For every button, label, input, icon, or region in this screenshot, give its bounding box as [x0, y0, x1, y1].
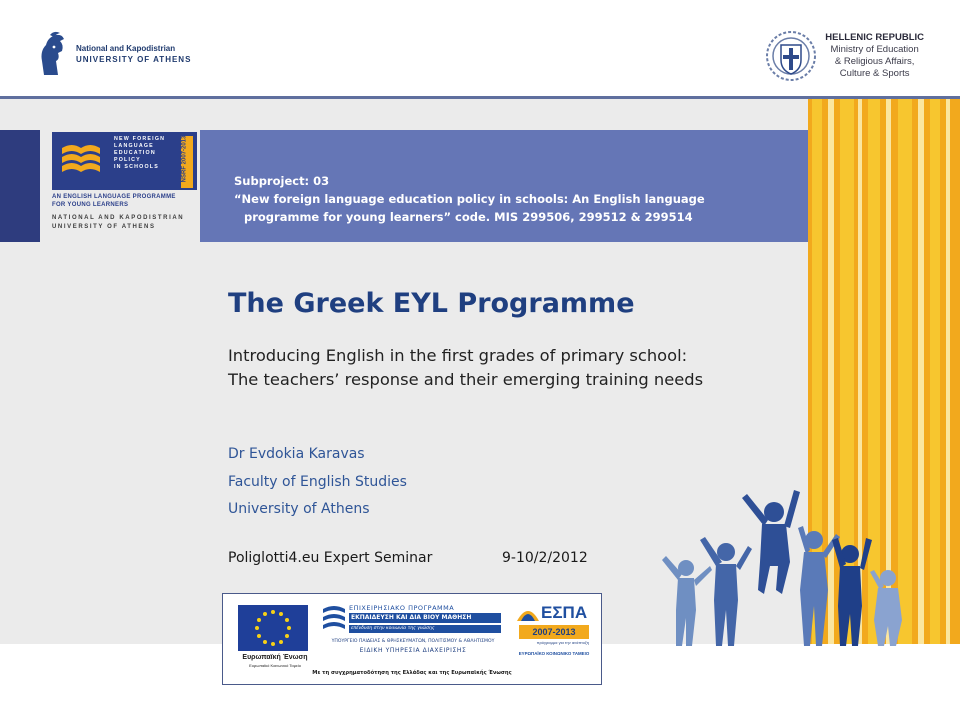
- ministry-line3: & Religious Affairs,: [834, 56, 915, 67]
- subproject-title-line1: “New foreign language education policy in schools: An English language: [234, 192, 705, 206]
- espa-logo: [513, 603, 595, 665]
- programme-subtitle-line2: FOR YOUNG LEARNERS: [52, 202, 129, 208]
- ministry-line4: Culture & Sports: [839, 68, 910, 79]
- seminar-name: Poliglotti4.eu Expert Seminar: [228, 550, 433, 566]
- espa-years: 2007-2013: [519, 625, 589, 639]
- programme-university-line2: UNIVERSITY OF ATHENS: [52, 224, 156, 230]
- university-name-line2: UNIVERSITY OF ATHENS: [76, 55, 192, 64]
- subproject-title-line2: programme for young learners” code. MIS 299506, 299512 & 299514: [244, 210, 693, 224]
- subtitle-line1: Introducing English in the first grades of primary school:: [228, 346, 688, 365]
- programme-logo-line: EDUCATION: [114, 150, 156, 156]
- subtitle-line2: The teachers’ response and their emerging training needs: [228, 370, 704, 389]
- eu-label: Ευρωπαϊκή Ένωση: [242, 654, 308, 661]
- programme-logo-line: LANGUAGE: [114, 143, 154, 149]
- author-faculty: Faculty of English Studies: [228, 473, 407, 490]
- cofinancing-note: Με τη συγχρηματοδότηση της Ελλάδας και της Ευρωπαϊκής Ένωσης: [312, 670, 512, 676]
- ministry-line2: Ministry of Education: [830, 44, 919, 55]
- programme-logo-badge: [52, 132, 197, 190]
- programme-logo: [40, 130, 200, 242]
- author-block: [228, 441, 407, 524]
- funding-logos-box: [222, 593, 602, 685]
- eu-sublabel: Ευρωπαϊκό Κοινωνικό Ταμείο: [249, 663, 301, 668]
- author-name: Dr Evdokia Karavas: [228, 446, 365, 462]
- subproject-description: [234, 172, 705, 226]
- presentation-title: The Greek EYL Programme: [228, 288, 635, 319]
- op-ministry: ΥΠΟΥΡΓΕΙΟ ΠΑΙΔΕΙΑΣ & ΘΡΗΣΚΕΥΜΑΤΩΝ, ΠΟΛΙΤΙΣΜΟΥ & ΑΘΛΗΤΙΣΜΟΥ: [331, 639, 495, 644]
- author-university: University of Athens: [228, 501, 370, 517]
- slide-header: [0, 0, 960, 96]
- espa-tagline: πρόγραμμα για την ανάπτυξη: [536, 640, 589, 645]
- athena-helmet-icon: [36, 31, 68, 77]
- programme-logo-line: IN SCHOOLS: [114, 164, 159, 170]
- university-logo: [36, 30, 191, 78]
- greek-coat-of-arms-icon: [765, 30, 817, 82]
- programme-university-line1: NATIONAL AND KAPODISTRIAN: [52, 215, 185, 221]
- espa-fund: ΕΥΡΩΠΑΪΚΟ ΚΟΙΝΩΝΙΚΟ ΤΑΜΕΙΟ: [518, 651, 590, 656]
- op-name: ΕΚΠΑΙΔΕΥΣΗ ΚΑΙ ΔΙΑ ΒΙΟΥ ΜΑΘΗΣΗ: [349, 613, 501, 623]
- university-name-line1: National and Kapodistrian: [76, 44, 176, 53]
- eu-flag-icon: [238, 605, 308, 651]
- presentation-subtitle: [228, 344, 798, 392]
- programme-subtitle-line1: AN ENGLISH LANGUAGE PROGRAMME: [52, 194, 176, 200]
- op-wave-icon: [321, 603, 347, 633]
- seminar-date: 9-10/2/2012: [502, 550, 588, 566]
- ministry-logo: [765, 30, 924, 82]
- subproject-number: Subproject: 03: [234, 174, 330, 188]
- open-book-icon: [58, 138, 104, 184]
- eu-caption: [235, 654, 315, 670]
- op-title: ΕΠΙΧΕΙΡΗΣΙΑΚΟ ΠΡΟΓΡΑΜΜΑ: [349, 604, 455, 612]
- espa-name: ΕΣΠΑ: [541, 603, 588, 622]
- programme-logo-line: POLICY: [114, 157, 141, 163]
- operational-programme-logo: [321, 603, 503, 669]
- children-silhouettes-illustration: [652, 470, 942, 650]
- nsrf-label: NSRF 2007-2013: [181, 135, 188, 183]
- op-slogan: επένδυση στην κοινωνία της γνώσης: [349, 625, 501, 633]
- programme-logo-line: NEW FOREIGN: [114, 136, 166, 142]
- espa-sun-icon: [515, 603, 541, 623]
- op-agency: ΕΙΔΙΚΗ ΥΠΗΡΕΣΙΑ ΔΙΑΧΕΙΡΙΣΗΣ: [359, 647, 467, 654]
- band-accent-strip: [0, 130, 40, 242]
- nsrf-badge: [181, 136, 193, 188]
- ministry-line1: HELLENIC REPUBLIC: [825, 32, 924, 43]
